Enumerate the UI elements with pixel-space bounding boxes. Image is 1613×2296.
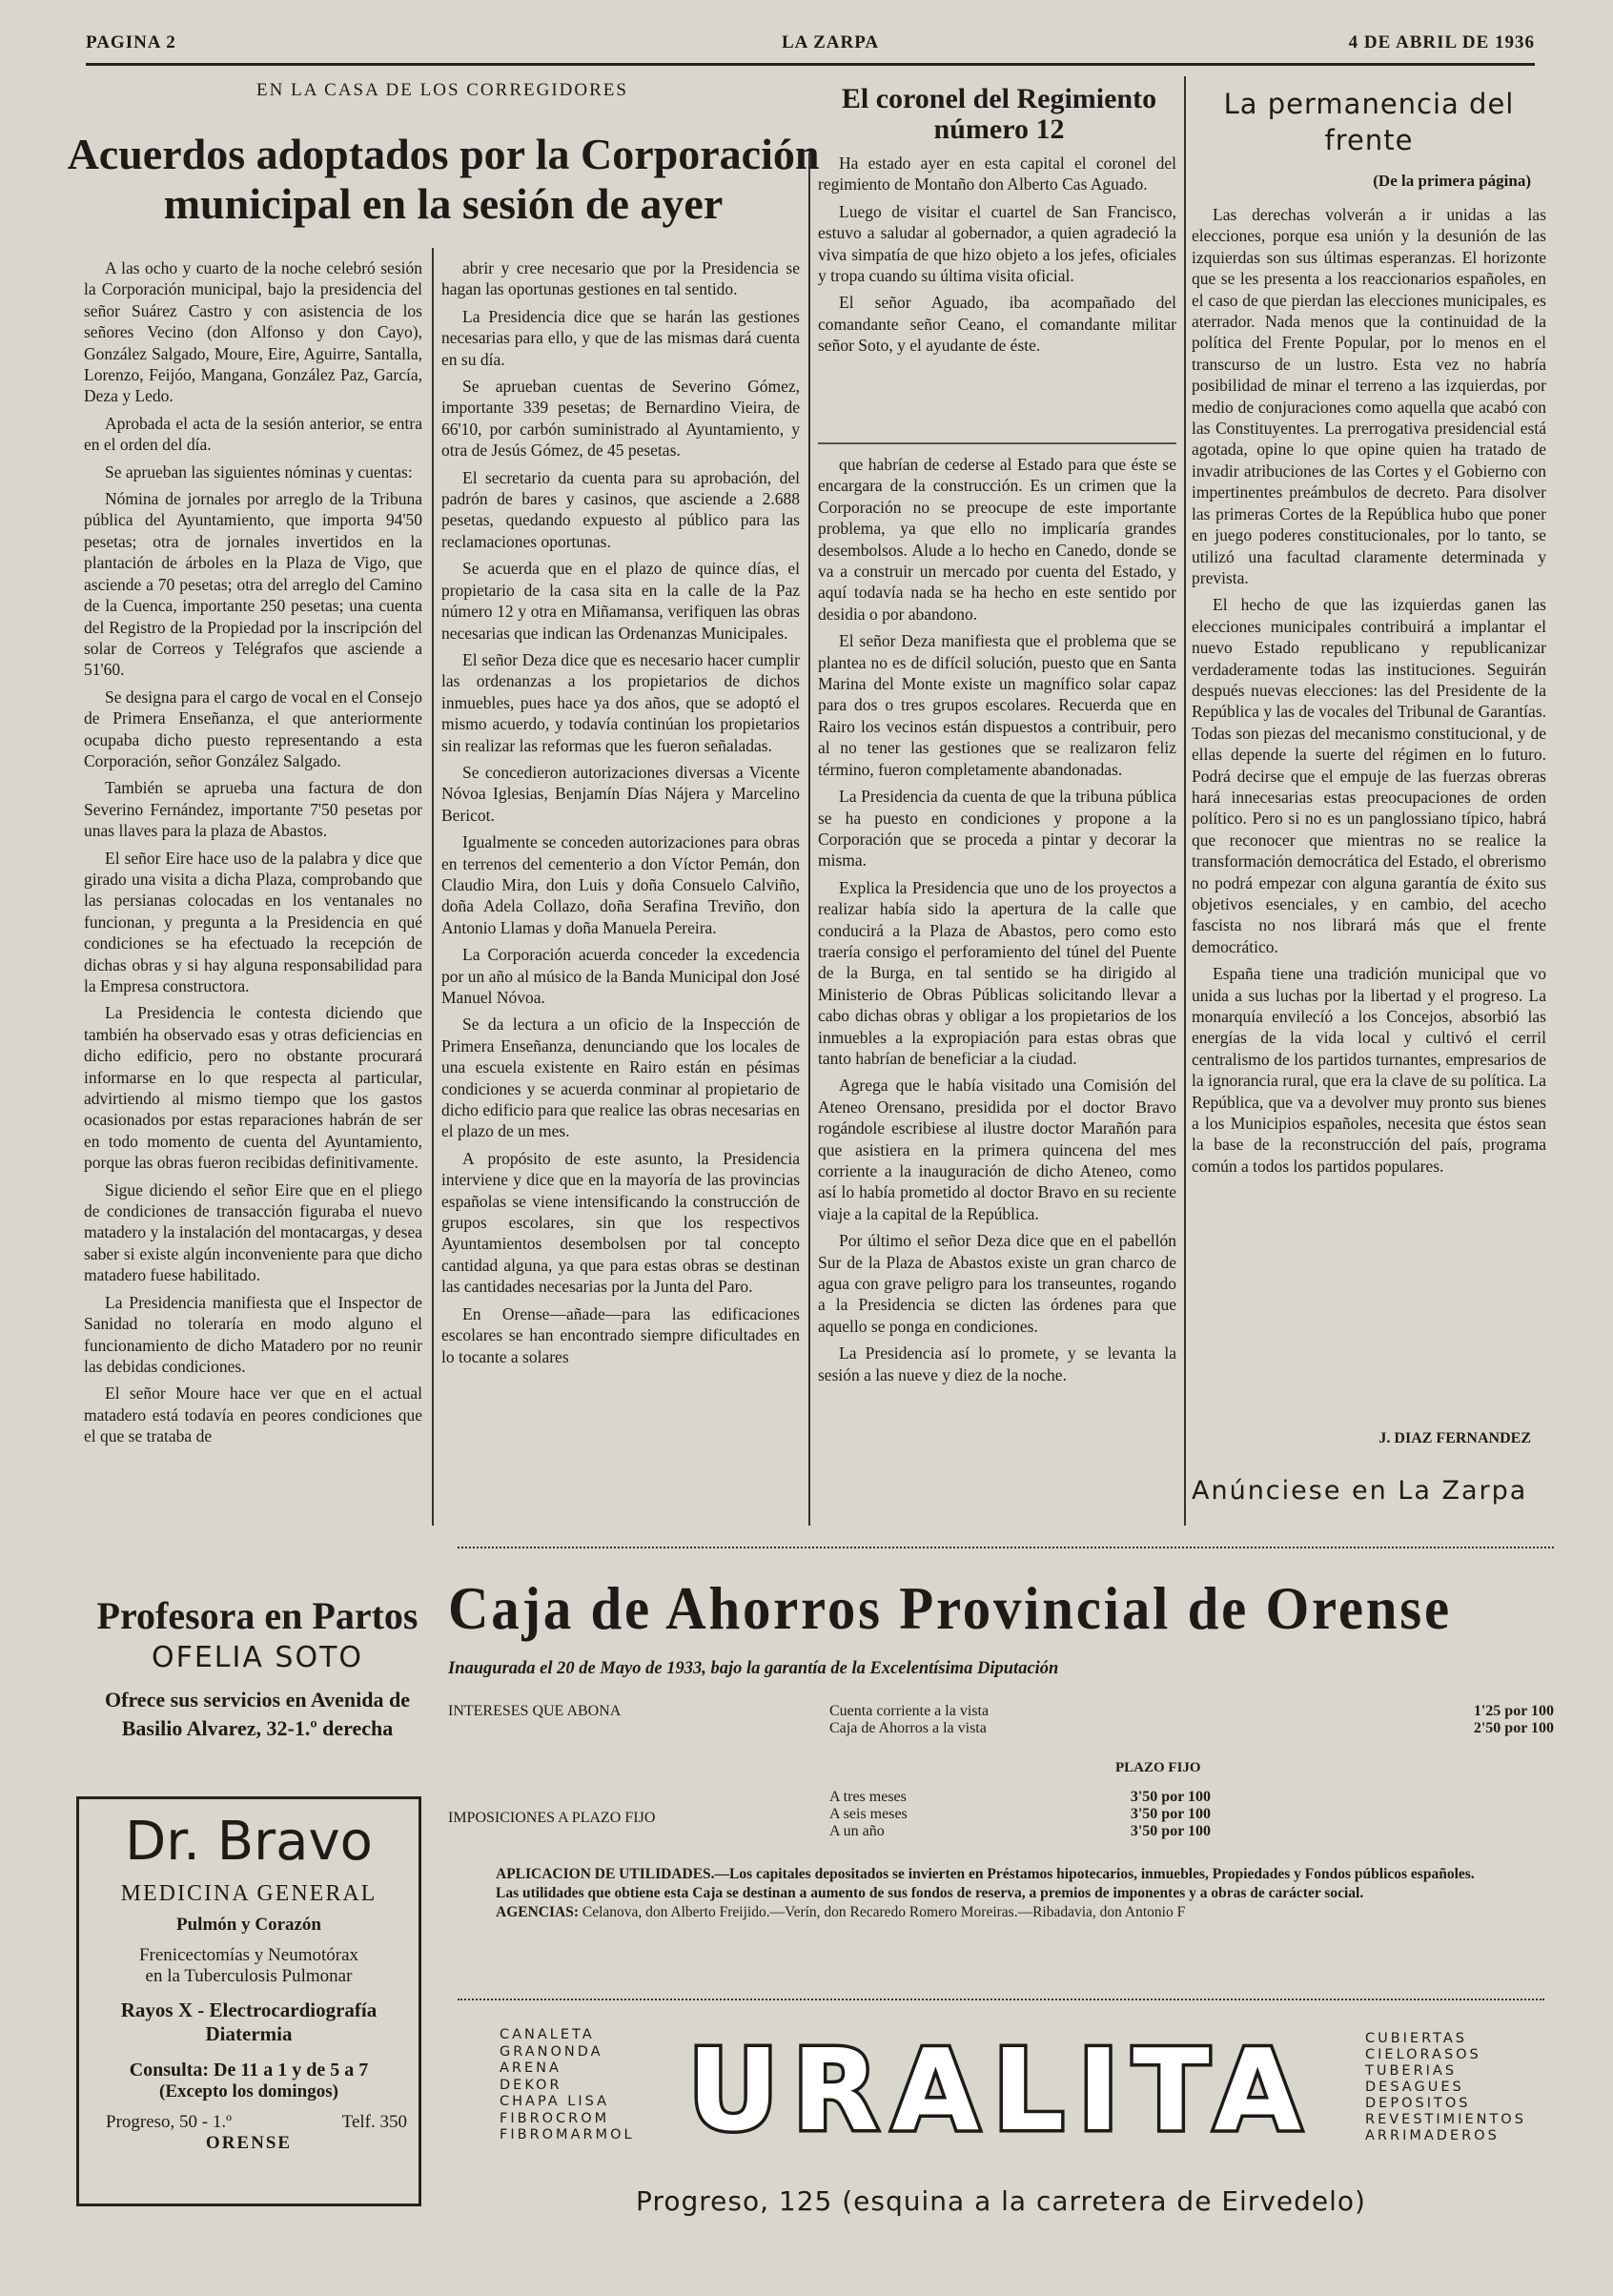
ad-caja-rate-value: 2'50 por 100: [1473, 1720, 1554, 1736]
article-column-1: [84, 257, 422, 1453]
ad-caja-plazo-rate: 3'50 por 100: [1130, 1806, 1211, 1822]
page-number: PAGINA 2: [86, 32, 176, 52]
ad-partos-text: Ofrece sus servicios en Avenida de Basilio Alvarez, 32-1.º derecha: [105, 1688, 410, 1740]
article-column-3: [818, 454, 1176, 1391]
page-header: [86, 29, 1535, 66]
ad-caja-notes: [496, 1865, 1554, 1922]
uralita-product-list: [500, 2027, 635, 2144]
ad-caja-rate-label: Cuenta corriente a la vista: [829, 1703, 990, 1719]
uralita-brand: URALITA: [687, 2024, 1315, 2156]
uralita-use: REVESTIMIENTOS: [1365, 2112, 1526, 2127]
ad-caja-utilidades: Las utilidades que obtiene esta Caja se destinan a aumento de sus fondos de reserva, a premios de imponentes y a obras de carácter social.: [496, 1885, 1364, 1901]
frente-signature: J. DIAZ FERNANDEZ: [1378, 1430, 1531, 1446]
paragraph: que habrían de cederse al Estado para que éste se encargara de la construcción. Es un crimen que la Corporación no se preocupe de este importante problema, ya que ello no implicaría grandes desembolsos. Alude a lo hecho en Canedo, donde se va a construir un mercado por cuenta del Estado, y aquí todavía nada se ha hecho en este sentido por desidia o por abandono.: [818, 455, 1176, 624]
ad-bravo-specialty: MEDICINA GENERAL: [120, 1881, 378, 1906]
ad-bravo-address: Progreso, 50 - 1.º: [106, 2112, 233, 2132]
paragraph: La Presidencia manifiesta que el Inspector de Sanidad no toleraría en modo alguno el funcionamiento de dicho Matadero por no reunir las debidas condiciones.: [84, 1292, 422, 1376]
newspaper-name: LA ZARPA: [782, 32, 880, 52]
ad-caja: [448, 1539, 1554, 1888]
ad-caja-plazo: [829, 1789, 1211, 1840]
paragraph: A las ocho y cuarto de la noche celebró sesión la Corporación municipal, bajo la presidencia del señor Suárez Castro y con asistencia de los señores Vecino (don Alfonso y don Cayo), González Salgado, Moure, Eire, Aguirre, Santalla, Lorenzo, Feijóo, Mangana, González Paz, García, Deza y Ledo.: [84, 258, 422, 406]
coronel-article: [818, 153, 1176, 362]
uralita-product: FIBROMARMOL: [500, 2127, 635, 2142]
paragraph: La Presidencia así lo promete, y se levanta la sesión a las nueve y diez de la noche.: [818, 1343, 1176, 1384]
paragraph: Se acuerda que en el plazo de quince días, el propietario de la casa sita en la calle de la Paz número 12 y otra en Miñamansa, verifiquen las obras necesarias que indican las Ordenanzas Municipales.: [441, 559, 800, 643]
ad-bravo-hours: Consulta: De 11 a 1 y de 5 a 7: [129, 2060, 369, 2081]
paragraph: Se concedieron autorizaciones diversas a Vicente Nóvoa Iglesias, Benjamín Días Nájera y Marcelino Bericot.: [441, 762, 800, 825]
ad-caja-plazo-title: PLAZO FIJO: [1115, 1760, 1201, 1775]
article-column-2: [441, 257, 800, 1373]
ad-bravo-phone: Telf. 350: [341, 2112, 407, 2132]
ad-caja-plazo-rate: 3'50 por 100: [1130, 1823, 1211, 1839]
paragraph: Agrega que le había visitado una Comisión del Ateneo Orensano, presidida por el doctor Bravo rogándole escribiese al ilustre doctor Marañón para que asistiera en la primera quincena del mes corriente a la inauguración de dicho Ateneo, como así lo había prometido al doctor Bravo en su reciente viaje a la capital de la República.: [818, 1076, 1176, 1223]
column-rule: [432, 248, 434, 1526]
uralita-use: DEPOSITOS: [1365, 2096, 1471, 2111]
uralita-product: CANALETA: [500, 2027, 595, 2042]
uralita-use: TUBERIAS: [1365, 2063, 1458, 2079]
uralita-use: CUBIERTAS: [1365, 2031, 1467, 2046]
uralita-use: DESAGUES: [1365, 2080, 1464, 2095]
ad-bravo-except: (Excepto los domingos): [159, 2081, 338, 2101]
ad-caja-imposiciones-label: IMPOSICIONES A PLAZO FIJO: [448, 1810, 656, 1826]
paragraph: La Corporación acuerda conceder la excedencia por un año al músico de la Banda Municipal don José Manuel Nóvoa.: [441, 945, 800, 1007]
paragraph: Las derechas volverán a ir unidas a las elecciones, porque esa unión y la desunión de las izquierdas son sus últimas esperanzas. El horizonte que se les presenta a los reaccionarios españoles, en el caso de que pierdan las elecciones municipales, es aterrador. Nada menos que la continuidad de la política del Frente Popular, por lo menos en el transcurso de un lustro. Esta vez no habría posibilidad de minar el terreno a las izquierdas, por medio de conjuraciones como aquella que acabó con las Constituyentes. La prerrogativa presidencial está agotada, opine lo que opine quien ha tratado de invadir atribuciones de las Cortes y el Gobierno con impertinentes preámbulos de decreto. Para disolver las primeras Cortes de la República hubo que poner en juego poderes constitucionales, por lo tanto, se utilizó una facultad claramente determinada y prevista.: [1192, 205, 1546, 587]
ad-caja-intereses: [829, 1703, 1554, 1737]
uralita-uses-list: [1365, 2031, 1526, 2144]
ad-caja-plazo-rate: 3'50 por 100: [1130, 1789, 1211, 1805]
ad-bravo-name: Dr. Bravo: [125, 1811, 373, 1873]
ad-caja-plazo-label: A un año: [829, 1823, 885, 1839]
paragraph: Explica la Presidencia que uno de los proyectos a realizar había sido la apertura de la calle que conducirá a la Plaza de Abastos, pero como esto traería consigo el perforamiento del túnel del Puente de la Burga, en tal sentido se ha dirigido al Ministerio de Obras Públicas solicitando llevar a cabo dichas obras y obligar a los propietarios de los inmuebles a la expropiación para estas obras que tanto habrían de beneficiar a la ciudad.: [818, 877, 1176, 1068]
paragraph: Se designa para el cargo de vocal en el Consejo de Primera Enseñanza, el que anteriormente ocupaba dicho puesto representando a esta Corporación, señor González Salgado.: [84, 687, 422, 770]
paragraph: Se aprueban cuentas de Severino Gómez, importante 339 pesetas; de Bernardino Vieira, de 66'10, por carbón suministrado al Ayuntamiento, y otra de Jesús Gómez, de 45 pesetas.: [441, 377, 800, 461]
paragraph: El señor Deza manifiesta que el problema que se plantea no es de difícil solución, puesto que en Santa Marina del Monte existe un magnífico solar capaz para dos o tres grupos escolares. Recuerda que en Rairo los vecinos están dispuestos a contribuir, pero al no tener las gestiones que se realizaron feliz término, fueron completamente abandonadas.: [818, 631, 1176, 779]
paragraph: El secretario da cuenta para su aprobación, del padrón de bares y casinos, que asciende a 2.688 pesetas, quedando expuesto al público para las reclamaciones oportunas.: [441, 467, 800, 551]
frente-headline: La permanencia del frente: [1223, 88, 1515, 156]
ad-uralita: [458, 1999, 1544, 2237]
ad-bravo-line4: Diatermia: [205, 2022, 293, 2045]
article-kicker: EN LA CASA DE LOS CORREGIDORES: [256, 80, 628, 100]
ad-caja-intereses-label: INTERESES QUE ABONA: [448, 1703, 622, 1719]
uralita-product: GRANONDA: [500, 2043, 603, 2060]
uralita-product: DEKOR: [500, 2077, 562, 2093]
paragraph: El hecho de que las izquierdas ganen las elecciones municipales contribuirá a implantar el nuevo Estado republicano y republicanizar verdaderamente todas las instituciones. Seguirán después nuevas elecciones: las del Presidente de la República y las de vocales del Tribunal de Garantías. Todas son piezas del mecanismo constitucional, y de ellas depende la suerte del régimen en lo futuro. Podrá decirse que el empuje de las fuerzas obreras hará innecesarias estas preocupaciones de orden político. Pero si no es un panglossiano típico, habrá que reconocer que mientras no se realice la transformación democrática del Estado, el obrerismo no podrá empezar con alguna garantía de éxito sus objetivos esenciales, y en cambio, del acecho fascista no nos librará más que el frente democrático.: [1192, 595, 1546, 956]
paragraph: España tiene una tradición municipal que vo unida a sus luchas por la libertad y el progreso. La monarquía envilecíó a los Concejos, absorbió las energías de la vida local y cultivó el cerril centralismo de los partidos turnantes, empresarios de la ignorancia rural, que era la clave de su política. La República, que va a devolver muy pronto sus bienes a los Municipios españoles, necesita que éstos sean la base de la reconstrucción del país, programa común a todos los partidos populares.: [1192, 964, 1546, 1176]
ad-caja-agencias-label: AGENCIAS:: [496, 1904, 579, 1920]
paragraph: Aprobada el acta de la sesión anterior, se entra en el orden del día.: [84, 413, 422, 455]
paragraph: A propósito de este asunto, la Presidencia interviene y dice que en la mayoría de las provincias españolas se viene intensificando la construcción de grupos escolares, sin que los respectivos Ayuntamientos desembolsen por tal concepto cantidad alguna, ya que para estas obras se destinan las cantidades necesarias por la Junta del Paro.: [441, 1148, 800, 1297]
ad-caja-plazo-label: A tres meses: [829, 1789, 907, 1805]
ad-partos-name: OFELIA SOTO: [151, 1641, 364, 1674]
paragraph: Nómina de jornales por arreglo de la Tribuna pública del Ayuntamiento, que importa 94'50 pesetas; otra de jornales invertidos en la plantación de árboles en la Plaza de Vigo, que asciende a 70 pesetas; otra del arreglo del Camino de la Cuenca, importante 250 pesetas; una cuenta del Registro de la Propiedad por la inscripción del solar de Correos y Telégrafos que asciende a 51'60.: [84, 489, 422, 680]
ad-caja-agencias-text: Celanova, don Alberto Freijido.—Verín, don Recaredo Romero Moreiras.—Ribadavia, don Antonio F: [582, 1904, 1186, 1920]
paragraph: También se aprueba una factura de don Severino Fernández, importante 7'50 pesetas por unas llaves para la plaza de Abastos.: [84, 778, 422, 841]
paragraph: Sigue diciendo el señor Eire que en el pliego de condiciones de transacción figuraba el nuevo matadero y la instalación del montacargas, y desea saber si existe algún inconveniente para que dicho matadero fuese habilitado.: [84, 1179, 422, 1285]
paragraph: La Presidencia le contesta diciendo que también ha observado esas y otras deficiencias en dicho edificio, pero no obstante procurará informarse en lo que respecta al particular, advirtiendo al mismo tiempo que los gastos ocasionados por estas reparaciones habrán de ser en todo momento de cuenta del Ayuntamiento, porque las obras fueron recibidas definitivamente.: [84, 1003, 422, 1173]
paragraph: El señor Aguado, iba acompañado del comandante señor Ceano, el comandante militar señor Soto, y el ayudante de éste.: [818, 293, 1176, 356]
paragraph: Por último el señor Deza dice que en el pabellón Sur de la Plaza de Abastos existe un gran charco de agua con grave peligro para los transeuntes, rogando a la Presidencia se dicten las órdenes para que aquello se ponga en condiciones.: [818, 1231, 1176, 1336]
frente-subtitle: (De la primera página): [1373, 172, 1531, 190]
ad-bravo-city: ORENSE: [205, 2133, 293, 2153]
paragraph: La Presidencia dice que se harán las gestiones necesarias para ello, y que de las mismas dará cuenta en su día.: [441, 306, 800, 369]
uralita-product: ARENA: [500, 2060, 561, 2076]
uralita-address: Progreso, 125 (esquina a la carretera de Eirvedelo): [636, 2185, 1366, 2217]
ad-caja-plazo-label: A seis meses: [829, 1806, 908, 1822]
ad-bravo-line2: en la Tuberculosis Pulmonar: [145, 1966, 353, 1986]
paragraph: abrir y cree necesario que por la Presidencia se hagan las oportunas gestiones en tal sentido.: [441, 258, 800, 299]
divider: [818, 442, 1176, 444]
column-rule: [1184, 76, 1186, 1526]
ad-caja-inaugurated: Inaugurada el 20 de Mayo de 1933, bajo la garantía de la Excelentísima Diputación: [448, 1659, 1059, 1678]
ad-bravo-line1: Frenicectomías y Neumotórax: [138, 1945, 359, 1965]
paragraph: El señor Eire hace uso de la palabra y dice que girado una visita a dicha Plaza, comprobando que las persianas colocadas en los ventanales no funcionan, y pregunta a la Presidencia en qué condiciones se ha efectuado la recepción de dichas obras y si hay alguna responsabilidad para la Empresa constructora.: [84, 848, 422, 995]
ad-bravo: [76, 1796, 421, 2206]
paragraph: Se aprueban las siguientes nóminas y cuentas:: [105, 461, 413, 482]
frente-article: [1192, 204, 1546, 1182]
issue-date: 4 DE ABRIL DE 1936: [1348, 32, 1535, 52]
uralita-use: CIELORASOS: [1365, 2047, 1481, 2062]
paragraph: Luego de visitar el cuartel de San Francisco, estuvo a saludar al gobernador, a quien agradeció la viva simpatía de que hizo objeto a los jefes, oficiales y tropa cuando su última visita oficial.: [818, 201, 1176, 286]
ad-partos-title: Profesora en Partos: [96, 1594, 419, 1637]
promo-line: Anúnciese en La Zarpa: [1192, 1476, 1528, 1506]
uralita-use: ARRIMADEROS: [1365, 2128, 1500, 2143]
paragraph: Igualmente se conceden autorizaciones para obras en terrenos del cementerio a don Víctor Pemán, don Claudio Mira, don Luis y doña Consuelo Calviño, doña Adela Collazo, doña Serafina Treviño, don Antonio Llamas y doña Manuela Pereira.: [441, 832, 800, 937]
paragraph: El señor Deza dice que es necesario hacer cumplir las ordenanzas a los propietarios de dichos inmuebles, pues hace ya dos años, que se adoptó el mismo acuerdo, y todavía continúan los propietarios sin realizar las reformas que les fueron señaladas.: [441, 649, 800, 755]
ad-caja-aplicacion-label: APLICACION DE UTILIDADES.: [496, 1866, 715, 1882]
article-headline: Acuerdos adoptados por la Corporación municipal en la sesión de ayer: [67, 130, 820, 228]
uralita-product: FIBROCROM: [500, 2110, 610, 2126]
ad-caja-title: Caja de Ahorros Provincial de Orense: [448, 1574, 1452, 1642]
paragraph: El señor Moure hace ver que en el actual matadero está todavía en peores condiciones que el que se trataba de: [84, 1384, 422, 1446]
ad-bravo-line3: Rayos X - Electrocardiografía: [120, 1999, 378, 2021]
column-rule: [808, 153, 810, 1526]
coronel-headline: El coronel del Regimiento número 12: [841, 83, 1157, 145]
paragraph: La Presidencia da cuenta de que la tribuna pública se ha puesto en condiciones y propone a la Corporación que se proceda a pintar y decorar la misma.: [818, 787, 1176, 871]
paragraph: Ha estado ayer en esta capital el coronel del regimiento de Montaño don Alberto Cas Aguado.: [818, 154, 1176, 195]
ad-caja-aplicacion-text: —Los capitales depositados se invierten en Préstamos hipotecarios, inmuebles, Propiedades y Fondos públicos españoles.: [714, 1866, 1475, 1882]
ad-caja-rate-value: 1'25 por 100: [1473, 1703, 1554, 1719]
uralita-product: CHAPA LISA: [500, 2094, 610, 2109]
ad-partos: [76, 1594, 439, 1743]
paragraph: Se da lectura a un oficio de la Inspección de Primera Enseñanza, denunciando que los locales de una escuela existente en Rairo están en pésimas condiciones y se acuerda conminar al propietario de dicho edificio para que realice las obras necesarias en el plazo de un mes.: [441, 1015, 800, 1141]
ad-caja-rate-label: Caja de Ahorros a la vista: [829, 1720, 987, 1736]
paragraph: En Orense—añade—para las edificaciones escolares se han encontrado siempre dificultades en lo tocante a solares: [441, 1303, 800, 1366]
ad-bravo-organs: Pulmón y Corazón: [176, 1915, 321, 1935]
